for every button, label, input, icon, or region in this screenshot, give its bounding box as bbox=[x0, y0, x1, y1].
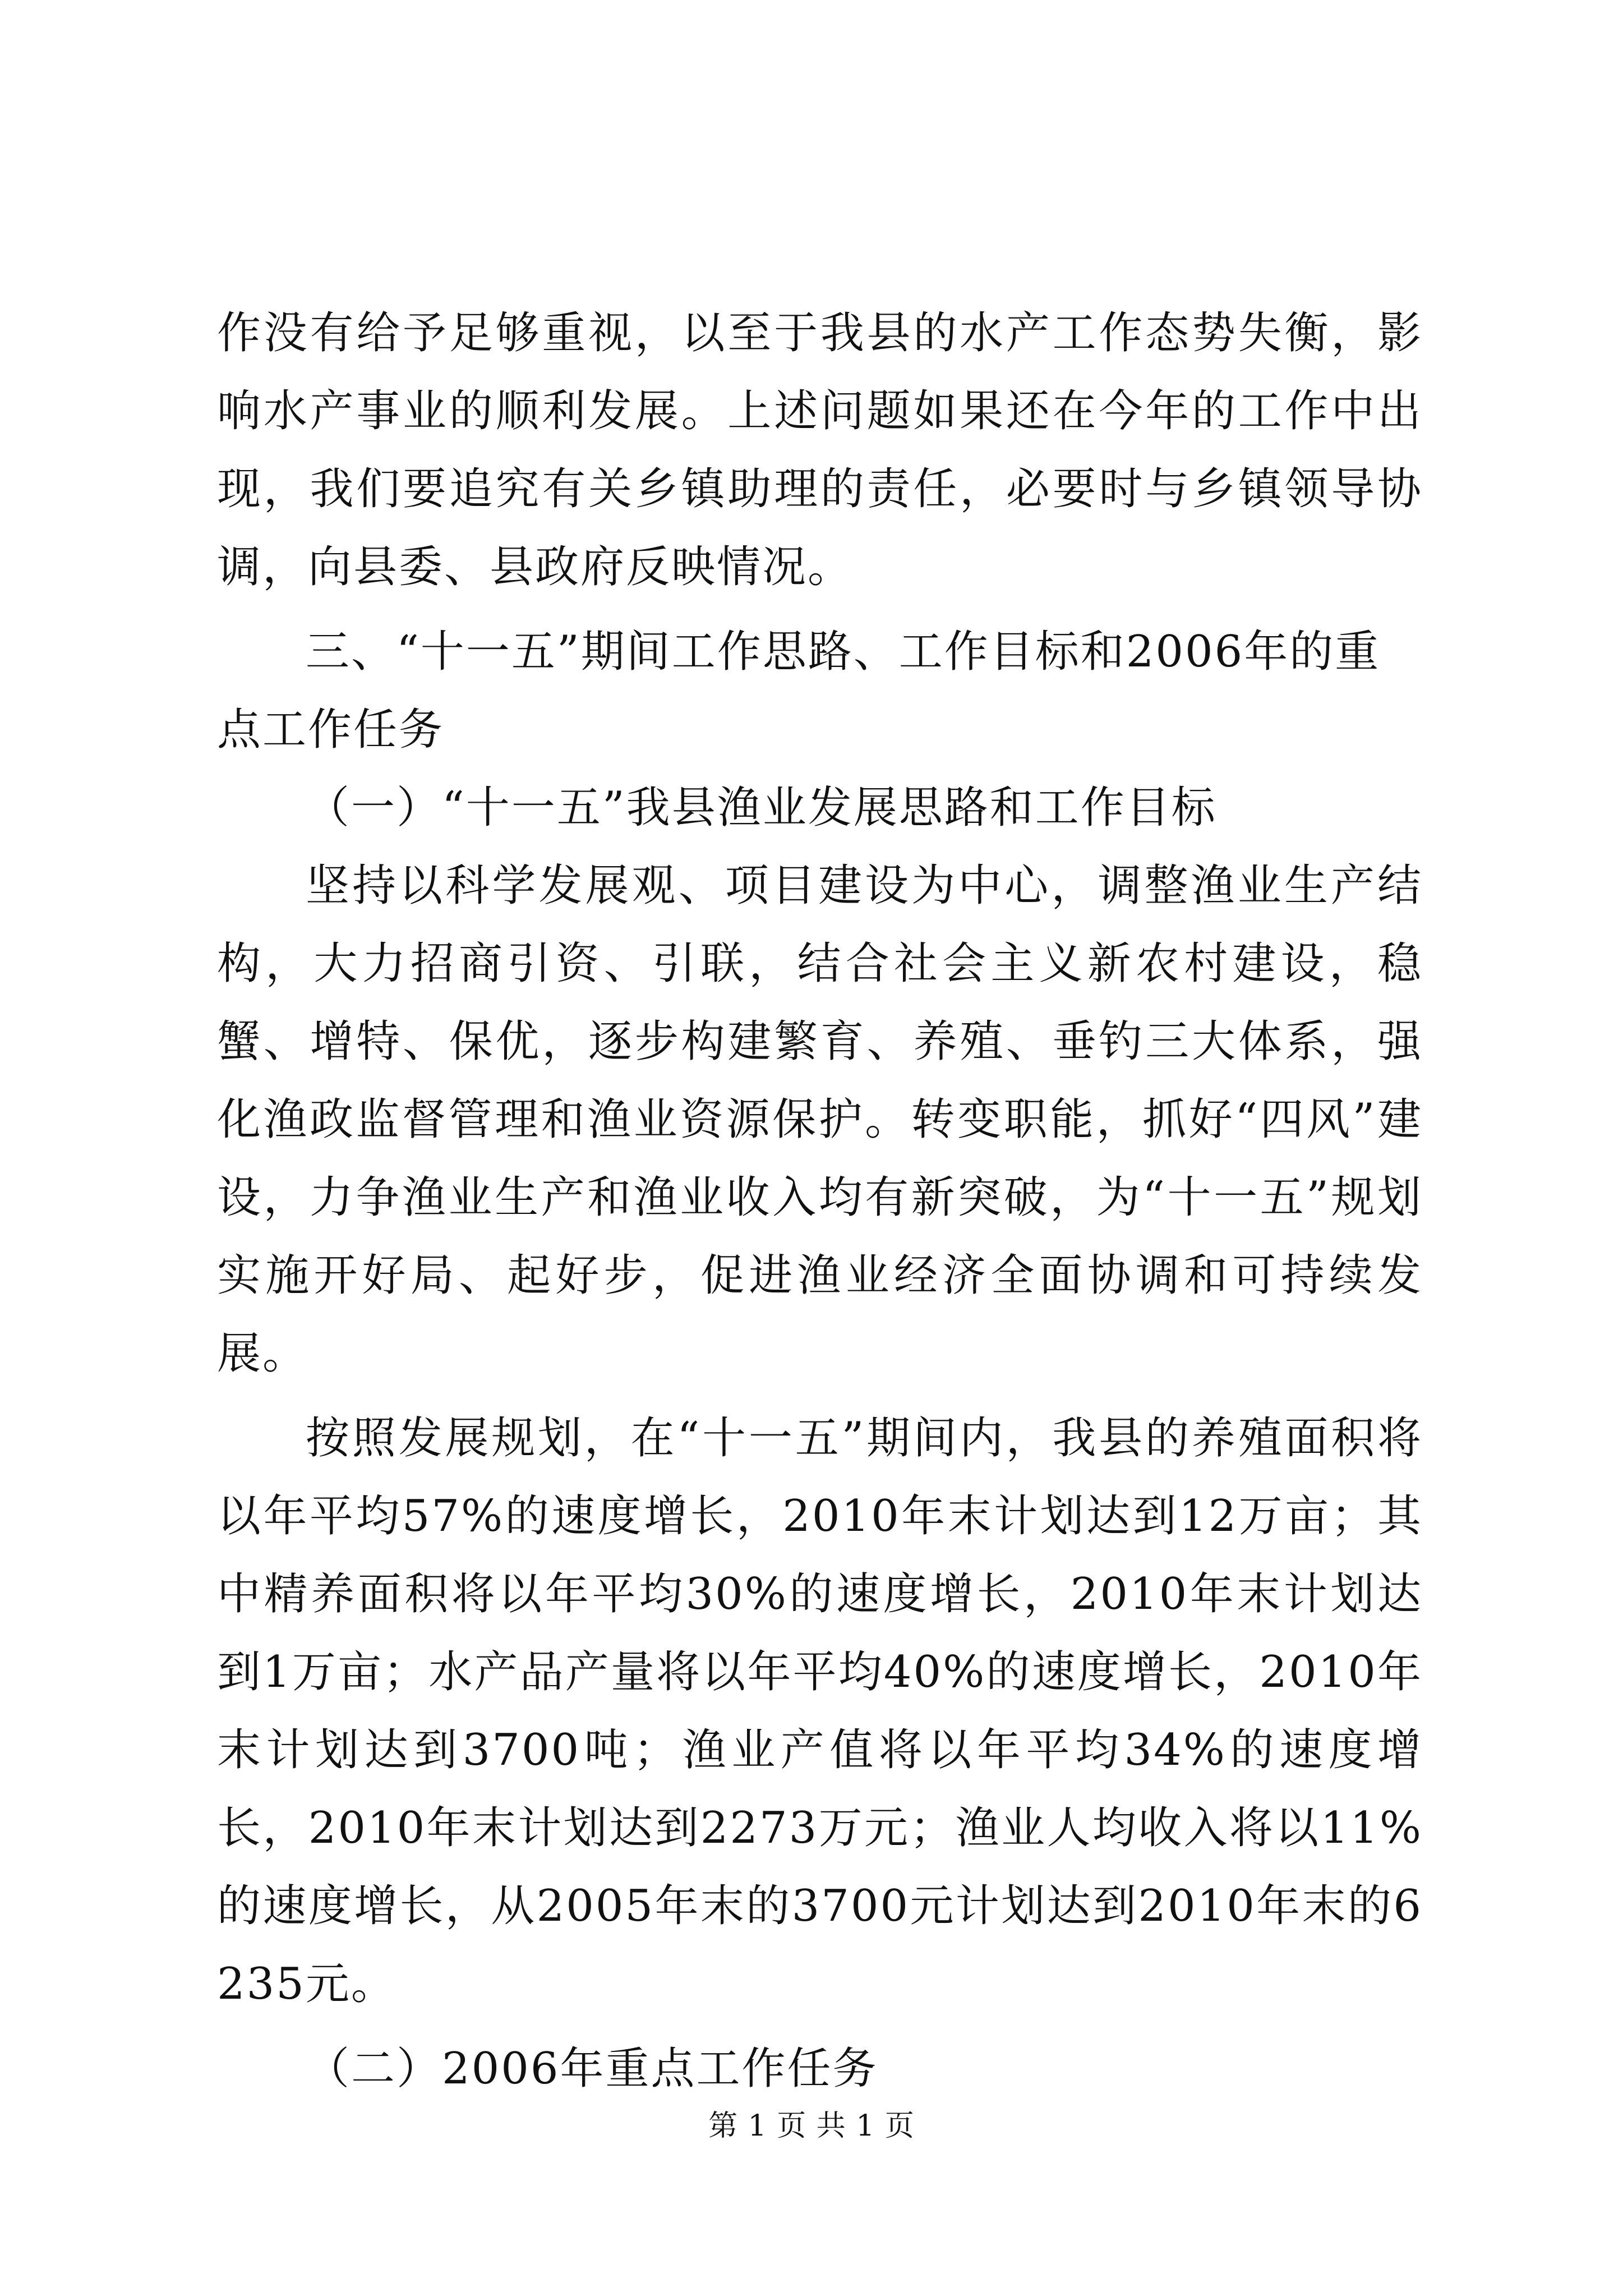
page-number-label: 第 1 页 共 1 页 bbox=[708, 2109, 915, 2143]
page-footer bbox=[0, 2106, 1623, 2146]
paragraph: 作没有给予足够重视，以至于我县的水产工作态势失衡，影响水产事业的顺利发展。上述问题如果还在今年的工作中出现，我们要追究有关乡镇助理的责任，必要时与乡镇领导协调，向县委、县政府反映情况。 bbox=[217, 308, 1423, 592]
subsection-heading: （一）“十一五”我县渔业发展思路和工作目标 bbox=[306, 783, 1217, 833]
document-body bbox=[217, 295, 1423, 2108]
section-heading: 三、“十一五”期间工作思路、工作目标和2006年的重点工作任务 bbox=[217, 627, 1381, 755]
paragraph: 坚持以科学发展观、项目建设为中心，调整渔业生产结构，大力招商引资、引联，结合社会主义新农村建设，稳蟹、增特、保优，逐步构建繁育、养殖、垂钓三大体系，强化渔政监督管理和渔业资源保护。转变职能，抓好“四风”建设，力争渔业生产和渔业收入均有新突破，为“十一五”规划实施开好局、起好步，促进渔业经济全面协调和可持续发展。 bbox=[217, 861, 1423, 1379]
paragraph: 按照发展规划，在“十一五”期间内，我县的养殖面积将以年平均57%的速度增长，2010年末计划达到12万亩；其中精养面积将以年平均30%的速度增长，2010年末计划达到1万亩；水产品产量将以年平均40%的速度增长，2010年末计划达到3700吨；渔业产值将以年平均34%的速度增长，2010年末计划达到2273万元；渔业人均收入将以11%的速度增长，从2005年末的3700元计划达到2010年末的6235元。 bbox=[217, 1413, 1423, 2009]
subsection-heading: （二）2006年重点工作任务 bbox=[306, 2044, 878, 2094]
